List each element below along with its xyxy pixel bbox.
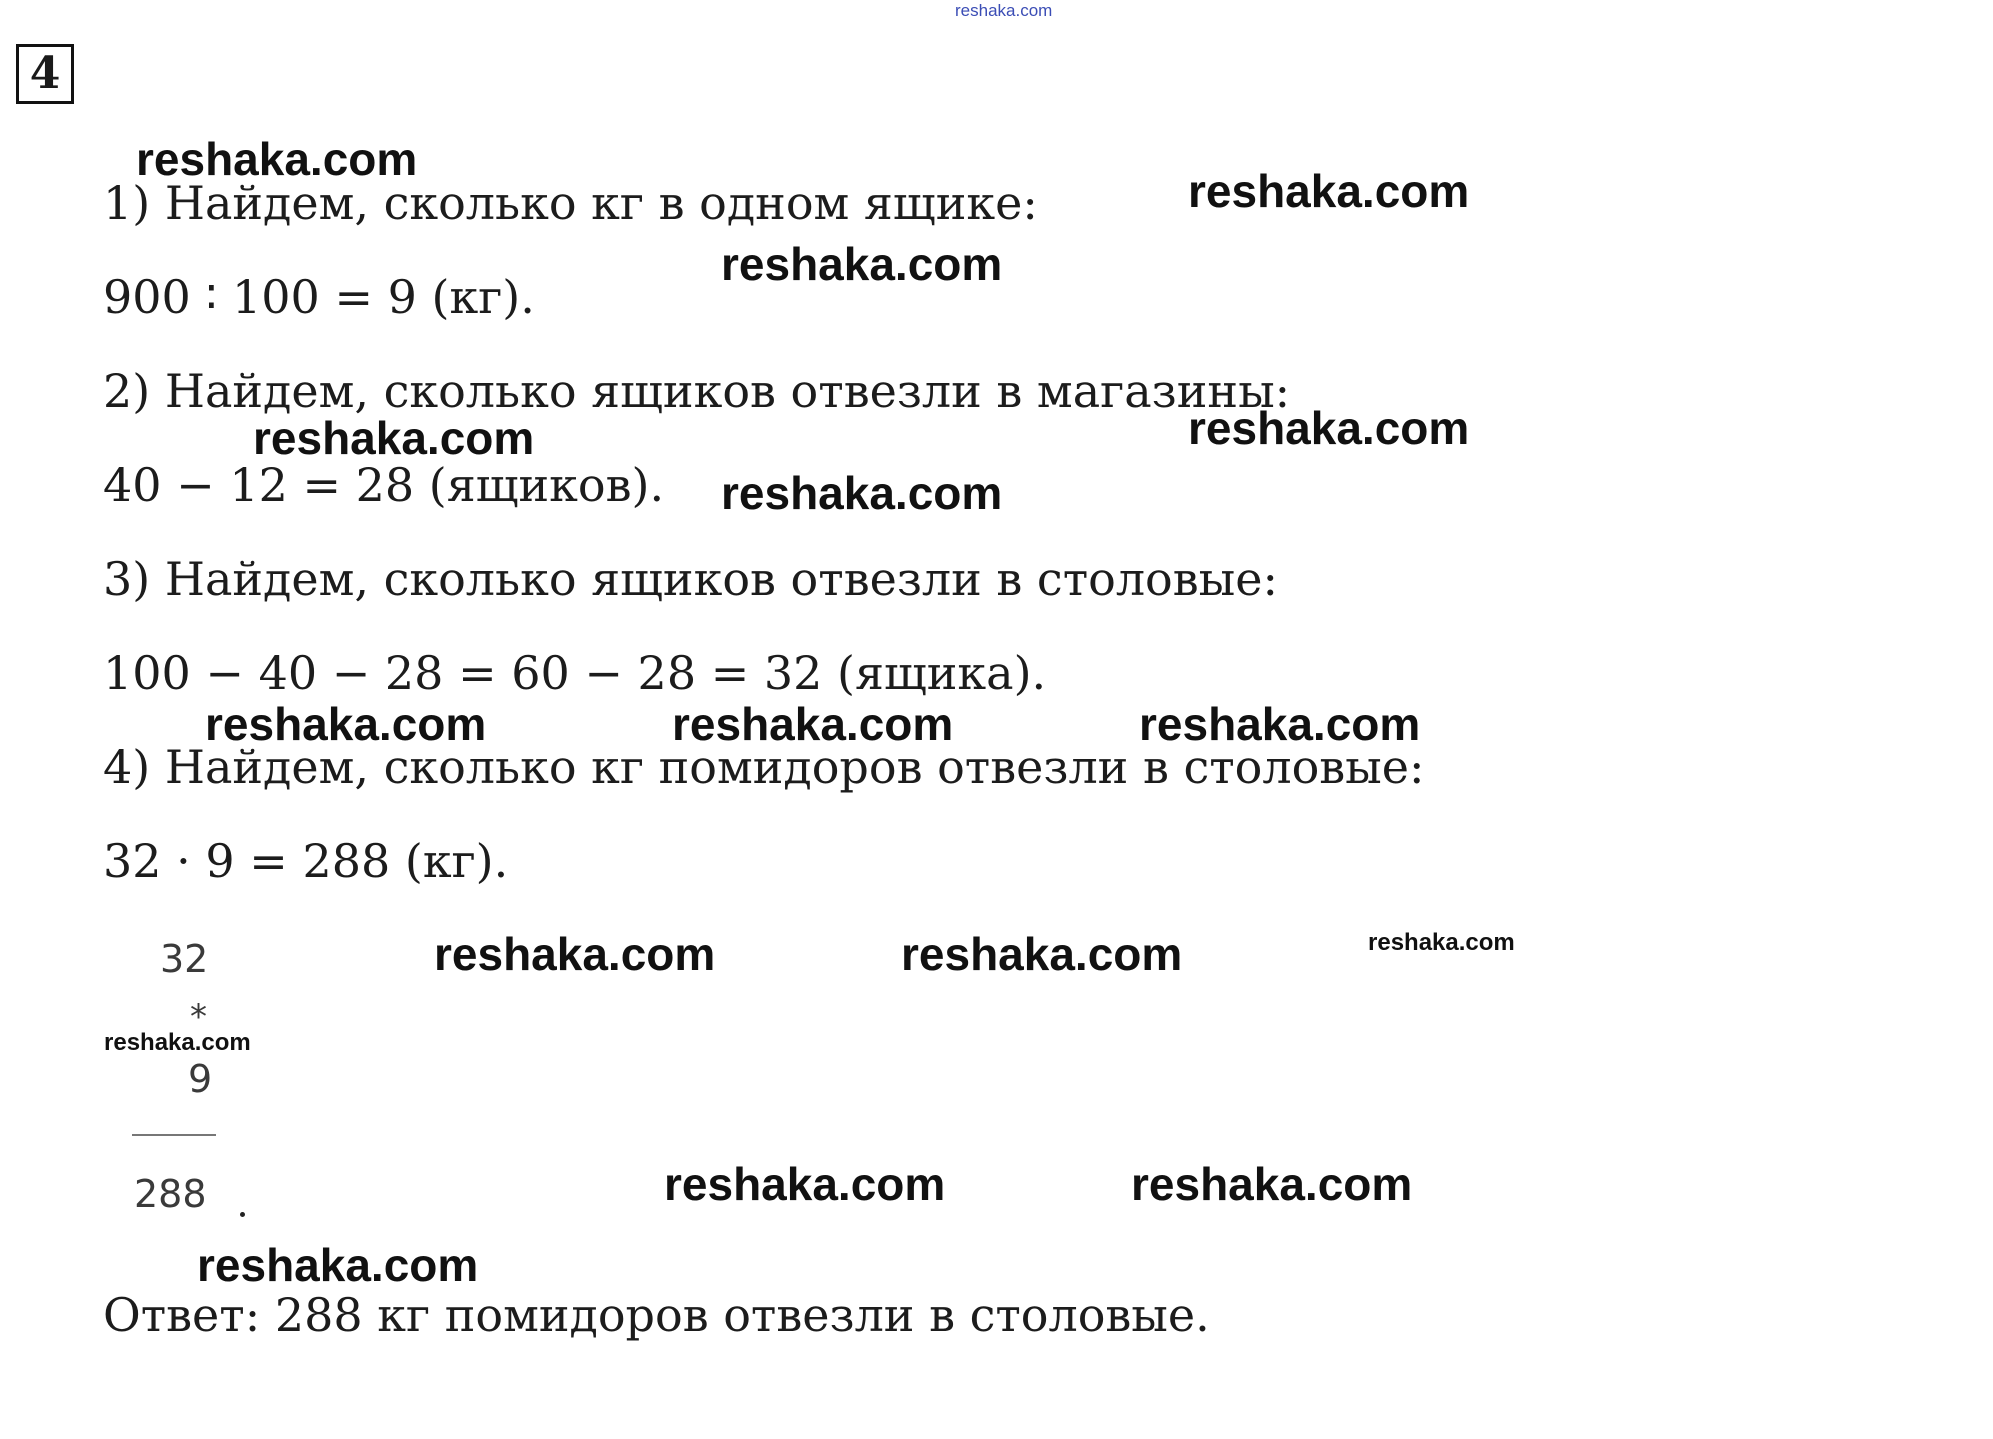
watermark: reshaka.com [205, 698, 487, 750]
watermark: reshaka.com [197, 1239, 479, 1291]
step2-calc: 40 − 12 = 28 (ящиков). [103, 458, 665, 512]
watermark: reshaka.com [1188, 402, 1470, 454]
watermark: reshaka.com [104, 1029, 251, 1056]
watermark-top: reshaka.com [955, 1, 1053, 20]
step3-calc: 100 − 40 − 28 = 60 − 28 = 32 (ящика). [103, 646, 1047, 700]
watermark: reshaka.com [1131, 1158, 1413, 1210]
watermark: reshaka.com [1139, 698, 1421, 750]
column-mult-rule [132, 1134, 216, 1136]
watermark: reshaka.com [664, 1158, 946, 1210]
problem-number-box: 4 [16, 44, 74, 104]
step4-text: 4) Найдем, сколько кг помидоров отвезли в столовые: [103, 740, 1425, 794]
watermark: reshaka.com [136, 133, 418, 185]
watermark: reshaka.com [1188, 165, 1470, 217]
watermark: reshaka.com [672, 698, 954, 750]
watermark: reshaka.com [434, 928, 716, 980]
column-mult-operator: * [190, 997, 207, 1037]
watermark: reshaka.com [721, 238, 1003, 290]
watermark: reshaka.com [253, 412, 535, 464]
step1-text: 1) Найдем, сколько кг в одном ящике: [103, 176, 1038, 230]
column-mult-result: 288 [134, 1172, 207, 1216]
watermark: reshaka.com [901, 928, 1183, 980]
column-mult-top: 32 [160, 937, 209, 981]
watermark: reshaka.com [1368, 929, 1515, 956]
column-mult-bottom: 9 [188, 1057, 213, 1101]
period-dot [240, 1212, 245, 1217]
answer-line: Ответ: 288 кг помидоров отвезли в столовые. [103, 1288, 1210, 1342]
watermark: reshaka.com [721, 467, 1003, 519]
step3-text: 3) Найдем, сколько ящиков отвезли в столовые: [103, 552, 1278, 606]
step2-text: 2) Найдем, сколько ящиков отвезли в магазины: [103, 364, 1291, 418]
step4-calc: 32 · 9 = 288 (кг). [103, 834, 509, 888]
step1-calc: 900 ∶ 100 = 9 (кг). [103, 270, 535, 324]
